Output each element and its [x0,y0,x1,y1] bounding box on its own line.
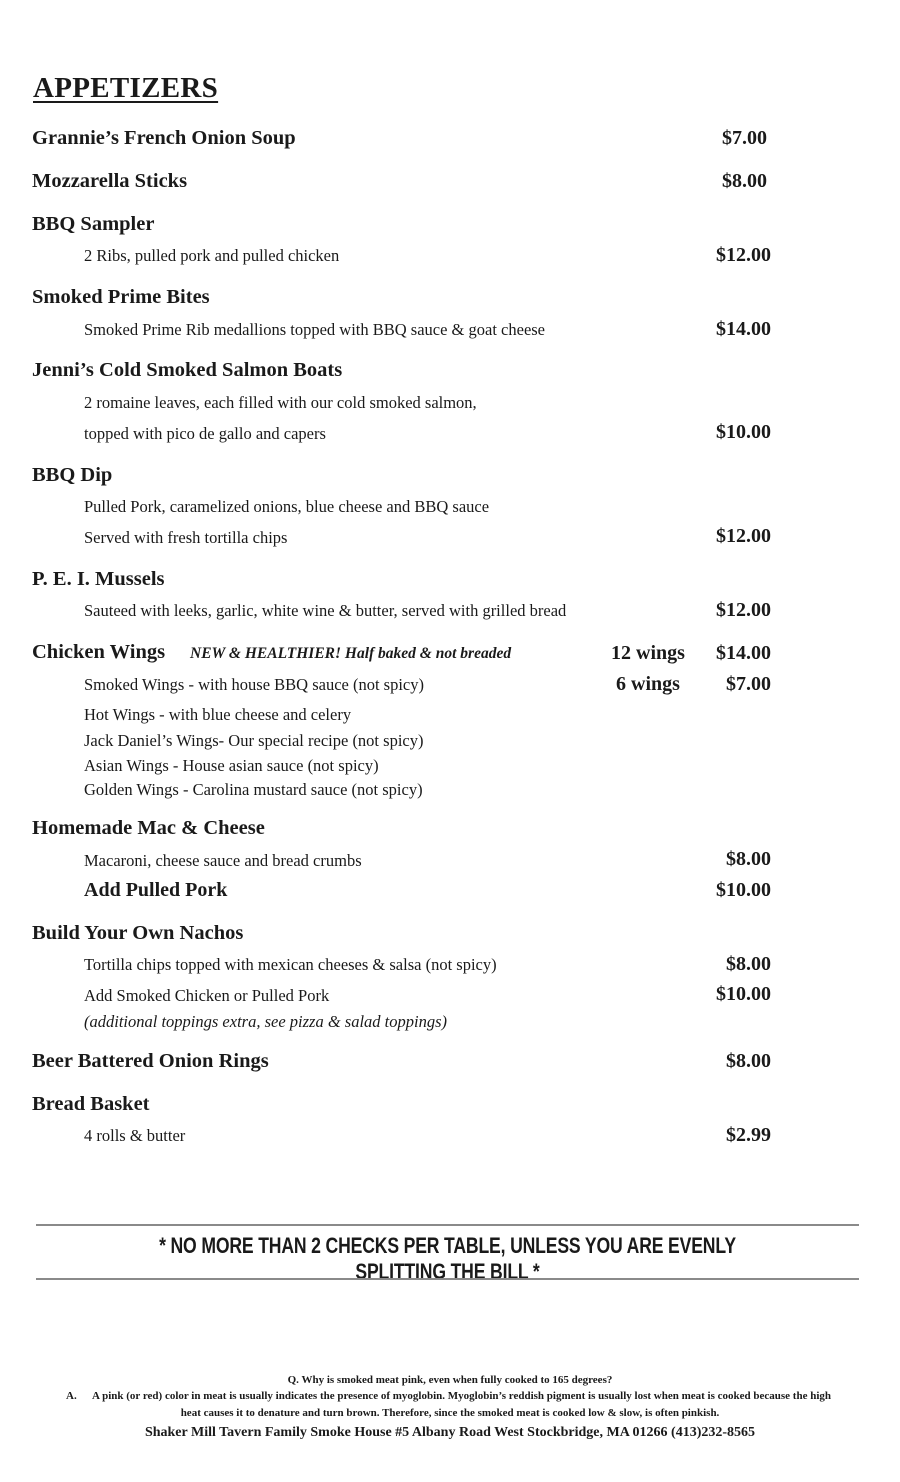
item-price-mac-cheese: $8.00 [726,848,771,870]
addon-price-pulled-pork: $10.00 [716,879,771,901]
footer-answer-line1: A pink (or red) color in meat is usually indicates the presence of myoglobin. Myoglobin’s reddish pigment is usually lost when meat is cooked because the high [92,1390,831,1402]
footer-address: Shaker Mill Tavern Family Smoke House #5 Albany Road West Stockbridge, MA 01266 (413)232-8565 [144,1425,756,1440]
section-heading-appetizers: APPETIZERS [33,72,219,104]
item-name-nachos: Build Your Own Nachos [32,922,244,944]
item-name-onion-rings: Beer Battered Onion Rings [32,1050,269,1072]
wings-qty-6: 6 wings [616,673,680,695]
footer-question: Q. Why is smoked meat pink, even when fully cooked to 165 degrees? [287,1374,613,1386]
item-name-bread-basket: Bread Basket [32,1093,150,1115]
wings-qty-12: 12 wings [611,642,685,664]
item-desc-nachos: Tortilla chips topped with mexican cheeses & salsa (not spicy) [84,955,497,974]
item-name-bbq-sampler: BBQ Sampler [32,213,155,235]
item-name-onion-soup: Grannie’s French Onion Soup [32,127,296,149]
wings-price-12: $14.00 [716,642,771,664]
addon-pulled-pork: Add Pulled Pork [84,879,228,901]
item-desc-bbq-dip-line1: Pulled Pork, caramelized onions, blue cheese and BBQ sauce [84,497,490,516]
footer-answer-label: A. [66,1390,77,1402]
item-note-chicken-wings: NEW & HEALTHIER! Half baked & not breaded [190,645,512,662]
item-price-bread-basket: $2.99 [726,1124,771,1146]
footer-answer-line2: heat causes it to denature and turn brown. Therefore, since the smoked meat is cooked low & slow, is often pinkish. [180,1407,720,1419]
item-price-salmon-boats: $10.00 [716,421,771,443]
item-price-bbq-sampler: $12.00 [716,244,771,266]
item-desc-bread-basket: 4 rolls & butter [84,1126,186,1145]
item-name-bbq-dip: BBQ Dip [32,464,113,486]
wings-price-6: $7.00 [726,673,771,695]
item-name-prime-bites: Smoked Prime Bites [32,286,210,308]
nachos-addon-price: $10.00 [716,983,771,1005]
nachos-addon: Add Smoked Chicken or Pulled Pork [84,986,330,1005]
item-desc-mussels: Sauteed with leeks, garlic, white wine & butter, served with grilled bread [84,601,567,620]
nachos-toppings-note: (additional toppings extra, see pizza & salad toppings) [84,1012,447,1031]
item-desc-salmon-line2: topped with pico de gallo and capers [84,424,326,443]
item-price-mussels: $12.00 [716,599,771,621]
wing-flavor: Smoked Wings - with house BBQ sauce (not spicy) [84,675,424,694]
item-price-onion-rings: $8.00 [726,1050,771,1072]
item-desc-prime-bites: Smoked Prime Rib medallions topped with BBQ sauce & goat cheese [84,320,546,339]
item-price-mozzarella: $8.00 [722,170,767,192]
item-desc-salmon-line1: 2 romaine leaves, each filled with our cold smoked salmon, [84,393,477,412]
item-desc-bbq-sampler: 2 Ribs, pulled pork and pulled chicken [84,246,340,265]
item-price-prime-bites: $14.00 [716,318,771,340]
item-price-bbq-dip: $12.00 [716,525,771,547]
wing-flavor: Hot Wings - with blue cheese and celery [84,705,352,724]
wing-flavor: Jack Daniel’s Wings- Our special recipe (not spicy) [84,731,424,750]
divider-bottom [36,1278,859,1280]
wing-flavor: Asian Wings - House asian sauce (not spicy) [84,756,379,775]
divider-top [36,1224,859,1226]
item-name-mac-cheese: Homemade Mac & Cheese [32,817,265,839]
item-name-salmon-boats: Jenni’s Cold Smoked Salmon Boats [32,359,343,381]
item-desc-mac-cheese: Macaroni, cheese sauce and bread crumbs [84,851,362,870]
item-desc-bbq-dip-line2: Served with fresh tortilla chips [84,528,288,547]
item-name-mussels: P. E. I. Mussels [32,568,165,590]
item-price-nachos: $8.00 [726,953,771,975]
checks-notice: * NO MORE THAN 2 CHECKS PER TABLE, UNLESS YOU ARE EVENLY SPLITTING THE BILL * [159,1233,736,1284]
wing-flavor: Golden Wings - Carolina mustard sauce (not spicy) [84,780,423,799]
item-price-onion-soup: $7.00 [722,127,767,149]
item-name-chicken-wings: Chicken Wings [32,641,166,663]
item-name-mozzarella: Mozzarella Sticks [32,170,188,192]
